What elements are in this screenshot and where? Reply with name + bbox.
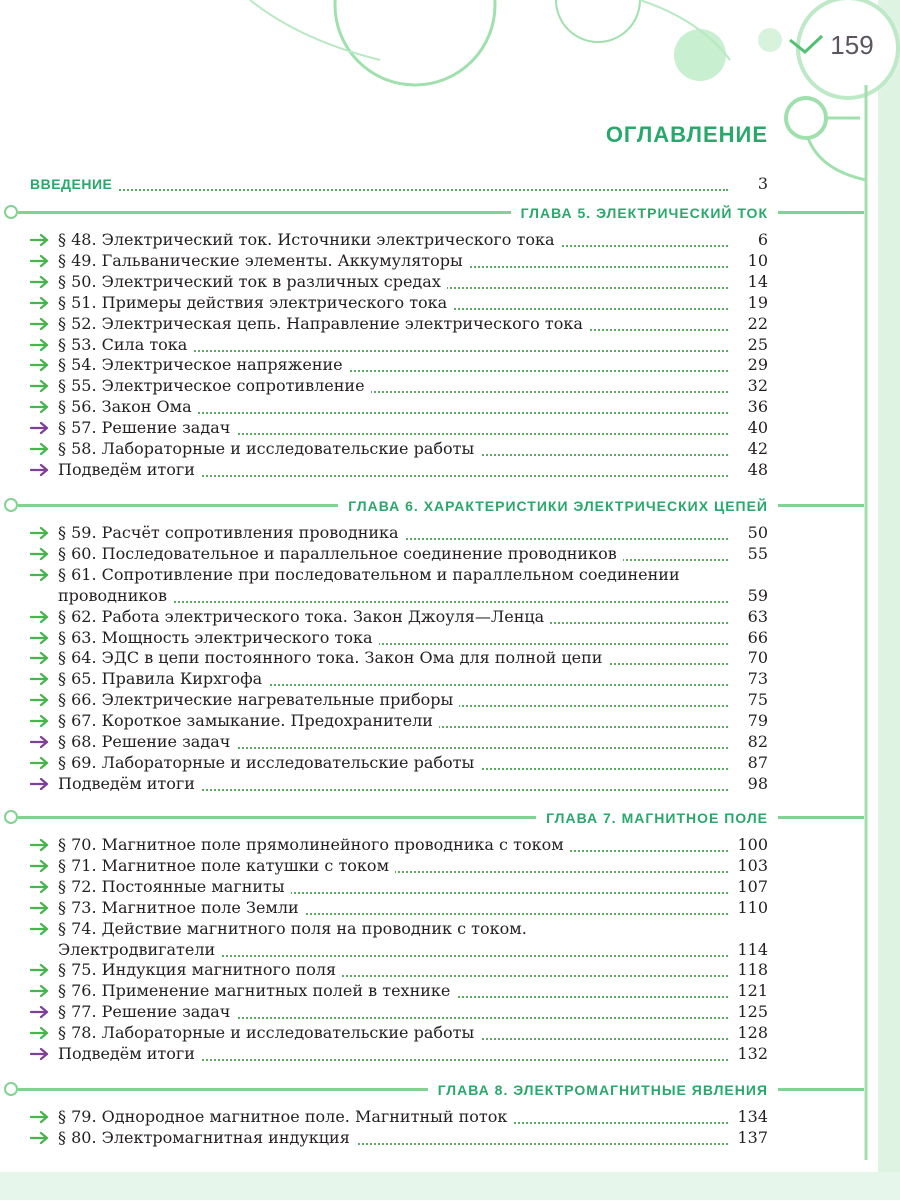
green-arrow-icon	[30, 858, 50, 872]
toc-entry-title: Электродвигатели	[58, 939, 221, 961]
toc-entry-page: 63	[747, 606, 768, 626]
toc-entry[interactable]	[30, 897, 768, 919]
toc-entry-title: § 69. Лабораторные и исследовательские работы	[58, 752, 480, 774]
green-arrow-icon	[30, 692, 50, 706]
toc-entry-title: § 73. Магнитное поле Земли	[58, 897, 305, 919]
toc-entry[interactable]	[30, 354, 768, 376]
toc-entry-page: 66	[747, 627, 768, 647]
toc-entry-title: ВВЕДЕНИЕ	[30, 173, 118, 195]
leader-dots	[36, 189, 728, 191]
toc-entry-title: Подведём итоги	[58, 773, 201, 795]
green-arrow-icon	[30, 441, 50, 455]
green-arrow-icon	[30, 879, 50, 893]
toc-entry[interactable]	[30, 959, 768, 981]
green-arrow-icon	[30, 983, 50, 997]
green-arrow-icon	[30, 316, 50, 330]
toc-entry[interactable]	[30, 543, 768, 565]
green-arrow-icon	[30, 337, 50, 351]
green-arrow-icon	[30, 962, 50, 976]
toc-entry-title: § 64. ЭДС в цепи постоянного тока. Закон Ома для полной цепи	[58, 647, 608, 669]
green-arrow-icon	[30, 900, 50, 914]
toc-entry[interactable]	[30, 834, 768, 856]
toc-entry-title: § 51. Примеры действия электрического тока	[58, 292, 453, 314]
toc-entry-page: 75	[747, 690, 768, 710]
toc-entry[interactable]	[30, 606, 768, 628]
green-arrow-icon	[30, 399, 50, 413]
toc-entry[interactable]	[30, 773, 768, 795]
toc-entry[interactable]	[30, 855, 768, 877]
toc-entry-page: 114	[737, 939, 768, 959]
toc-entry-title: § 60. Последовательное и параллельное соединение проводников	[58, 543, 623, 565]
toc-entry[interactable]	[30, 752, 768, 774]
toc-entry-title: § 74. Действие магнитного поля на проводник с током.	[58, 918, 533, 940]
toc-entry-page: 42	[747, 439, 768, 458]
toc-entry-title: § 77. Решение задач	[58, 1001, 236, 1023]
green-arrow-icon	[30, 274, 50, 288]
toc-entry[interactable]	[30, 1001, 768, 1023]
toc-entry-title: § 66. Электрические нагревательные приборы	[58, 689, 459, 711]
toc-entry-page: 82	[747, 732, 768, 751]
toc-entry-page: 100	[737, 835, 768, 854]
toc-entry-page: 118	[737, 960, 768, 980]
green-arrow-icon	[30, 755, 50, 769]
toc-entry[interactable]	[30, 689, 768, 711]
toc-entry-page: 3	[757, 174, 768, 193]
green-arrow-icon	[30, 837, 50, 851]
toc-entry-title: § 54. Электрическое напряжение	[58, 354, 349, 376]
toc-entry-page: 25	[747, 334, 768, 354]
toc-entry-title: § 52. Электрическая цепь. Направление электрического тока	[58, 313, 589, 335]
toc-entry[interactable]	[30, 292, 768, 314]
green-arrow-icon	[30, 567, 50, 581]
toc-entry-page: 6	[757, 230, 768, 249]
toc-entry[interactable]	[30, 438, 768, 460]
toc-entry-title: § 72. Постоянные магниты	[58, 876, 291, 898]
toc-entry-page: 98	[747, 773, 768, 793]
toc-entry[interactable]	[30, 250, 768, 272]
toc-entry[interactable]	[30, 229, 768, 251]
green-arrow-icon	[30, 295, 50, 309]
toc-entry-title: проводников	[58, 585, 173, 607]
toc-entry[interactable]	[30, 459, 768, 481]
chapter-title: ГЛАВА 8. ЭЛЕКТРОМАГНИТНЫЕ ЯВЛЕНИЯ	[428, 1080, 778, 1100]
toc-entry-title: § 48. Электрический ток. Источники электрического тока	[58, 229, 561, 251]
toc-entry-title: § 55. Электрическое сопротивление	[58, 375, 371, 397]
toc-entry-title: § 65. Правила Кирхгофа	[58, 668, 268, 690]
toc-entry-page: 110	[737, 897, 768, 917]
toc-entry-page: 50	[747, 523, 768, 542]
toc-entry-page: 36	[747, 397, 768, 417]
toc-entry[interactable]	[30, 396, 768, 418]
toc-intro[interactable]	[30, 173, 768, 195]
toc-entry-page: 121	[737, 981, 768, 1001]
toc-entry-page: 22	[747, 313, 768, 333]
toc-entry-title: § 59. Расчёт сопротивления проводника	[58, 522, 405, 544]
toc-entry-title: § 49. Гальванические элементы. Аккумуляторы	[58, 250, 469, 272]
toc-entry-title: § 50. Электрический ток в различных средах	[58, 271, 447, 293]
toc-entry[interactable]	[30, 313, 768, 335]
toc-entry[interactable]	[30, 1127, 768, 1149]
toc-entry-title: § 71. Магнитное поле катушки с током	[58, 855, 395, 877]
toc-entry-title: § 61. Сопротивление при последовательном и параллельном соединении	[58, 564, 686, 586]
purple-arrow-icon	[30, 420, 50, 434]
toc-entry-page: 107	[737, 876, 768, 896]
green-arrow-icon	[30, 650, 50, 664]
chapter-heading	[4, 203, 864, 223]
toc-entry-page: 137	[737, 1127, 768, 1147]
toc-entry-page: 134	[737, 1107, 768, 1126]
toc-entry-page: 55	[747, 543, 768, 563]
chapter-heading	[4, 808, 864, 828]
green-arrow-icon	[30, 357, 50, 371]
toc-entry-title: § 70. Магнитное поле прямолинейного проводника с током	[58, 834, 570, 856]
toc-entry[interactable]	[30, 980, 768, 1002]
purple-arrow-icon	[30, 462, 50, 476]
purple-arrow-icon	[30, 1004, 50, 1018]
page-number: 159	[830, 30, 874, 60]
toc-entry-title: § 53. Сила тока	[58, 334, 193, 356]
toc-entry-title: § 62. Работа электрического тока. Закон Джоуля—Ленца	[58, 606, 550, 628]
toc-entry-page: 125	[737, 1002, 768, 1022]
page-title: ОГЛАВЛЕНИЕ	[605, 122, 768, 147]
green-arrow-icon	[30, 525, 50, 539]
toc-entry-page: 70	[747, 648, 768, 668]
toc-entry-title: Подведём итоги	[58, 1043, 201, 1065]
toc-entry[interactable]	[30, 918, 768, 940]
toc-entry-page: 132	[737, 1044, 768, 1063]
toc-entry-page: 128	[737, 1023, 768, 1043]
chapter-title: ГЛАВА 6. ХАРАКТЕРИСТИКИ ЭЛЕКТРИЧЕСКИХ ЦЕПЕЙ	[338, 496, 778, 516]
toc-entry-page: 73	[747, 669, 768, 689]
toc-entry-title: § 79. Однородное магнитное поле. Магнитный поток	[58, 1106, 513, 1128]
green-arrow-icon	[30, 253, 50, 267]
chapter-heading	[4, 1080, 864, 1100]
chapter-title: ГЛАВА 5. ЭЛЕКТРИЧЕСКИЙ ТОК	[511, 203, 778, 223]
toc-entry[interactable]	[30, 417, 768, 439]
toc-entry-title: § 63. Мощность электрического тока	[58, 627, 379, 649]
chapter-ring-icon	[4, 205, 18, 219]
chapter-heading	[4, 496, 864, 516]
toc-entry-title: § 76. Применение магнитных полей в технике	[58, 980, 456, 1002]
toc-entry-title: Подведём итоги	[58, 459, 201, 481]
toc-entry-page: 103	[737, 855, 768, 875]
toc-entry[interactable]	[30, 731, 768, 753]
toc-entry-page: 32	[747, 376, 768, 396]
toc-entry[interactable]	[30, 585, 768, 607]
toc-entry[interactable]	[30, 647, 768, 669]
toc-entry[interactable]	[30, 1106, 768, 1128]
green-arrow-icon	[30, 609, 50, 623]
toc-entry-title: § 80. Электромагнитная индукция	[58, 1127, 356, 1149]
green-arrow-icon	[30, 921, 50, 935]
purple-arrow-icon	[30, 776, 50, 790]
toc-entry-title: § 78. Лабораторные и исследовательские работы	[58, 1022, 480, 1044]
toc-entry-title: § 68. Решение задач	[58, 731, 236, 753]
toc-entry[interactable]	[30, 1043, 768, 1065]
purple-arrow-icon	[30, 1046, 50, 1060]
toc-entry[interactable]	[30, 710, 768, 732]
toc-entry-page: 79	[747, 711, 768, 731]
toc-entry-title: § 58. Лабораторные и исследовательские работы	[58, 438, 480, 460]
green-arrow-icon	[30, 546, 50, 560]
toc-entry-title: § 57. Решение задач	[58, 417, 236, 439]
toc-entry[interactable]	[30, 522, 768, 544]
toc-entry[interactable]	[30, 375, 768, 397]
green-arrow-icon	[30, 713, 50, 727]
green-arrow-icon	[30, 630, 50, 644]
green-arrow-icon	[30, 1025, 50, 1039]
toc-entry-title: § 56. Закон Ома	[58, 396, 198, 418]
toc-entry-page: 19	[747, 292, 768, 312]
toc-entry-title: § 75. Индукция магнитного поля	[58, 959, 342, 981]
chapter-ring-icon	[4, 1082, 18, 1096]
toc-entry[interactable]	[30, 1022, 768, 1044]
toc-entry-page: 29	[747, 355, 768, 375]
green-arrow-icon	[30, 232, 50, 246]
chapter-ring-icon	[4, 810, 18, 824]
green-arrow-icon	[30, 671, 50, 685]
toc-entry-page: 10	[747, 250, 768, 270]
toc-entry-page: 48	[747, 459, 768, 479]
toc-entry[interactable]	[30, 271, 768, 293]
toc-entry[interactable]	[30, 668, 768, 690]
toc-entry-page: 87	[747, 752, 768, 772]
toc-entry[interactable]	[30, 939, 768, 961]
toc-entry[interactable]	[30, 627, 768, 649]
toc-entry-page: 40	[747, 418, 768, 438]
toc-entry[interactable]	[30, 334, 768, 356]
toc-entry-title: § 67. Короткое замыкание. Предохранители	[58, 710, 439, 732]
chapter-title: ГЛАВА 7. МАГНИТНОЕ ПОЛЕ	[536, 808, 778, 828]
toc-entry-page: 14	[747, 271, 768, 291]
green-arrow-icon	[30, 378, 50, 392]
green-arrow-icon	[30, 1109, 50, 1123]
green-arrow-icon	[30, 1130, 50, 1144]
toc-entry[interactable]	[30, 876, 768, 898]
chapter-ring-icon	[4, 498, 18, 512]
purple-arrow-icon	[30, 734, 50, 748]
toc-entry-page: 59	[747, 585, 768, 605]
toc-entry[interactable]	[30, 564, 768, 586]
